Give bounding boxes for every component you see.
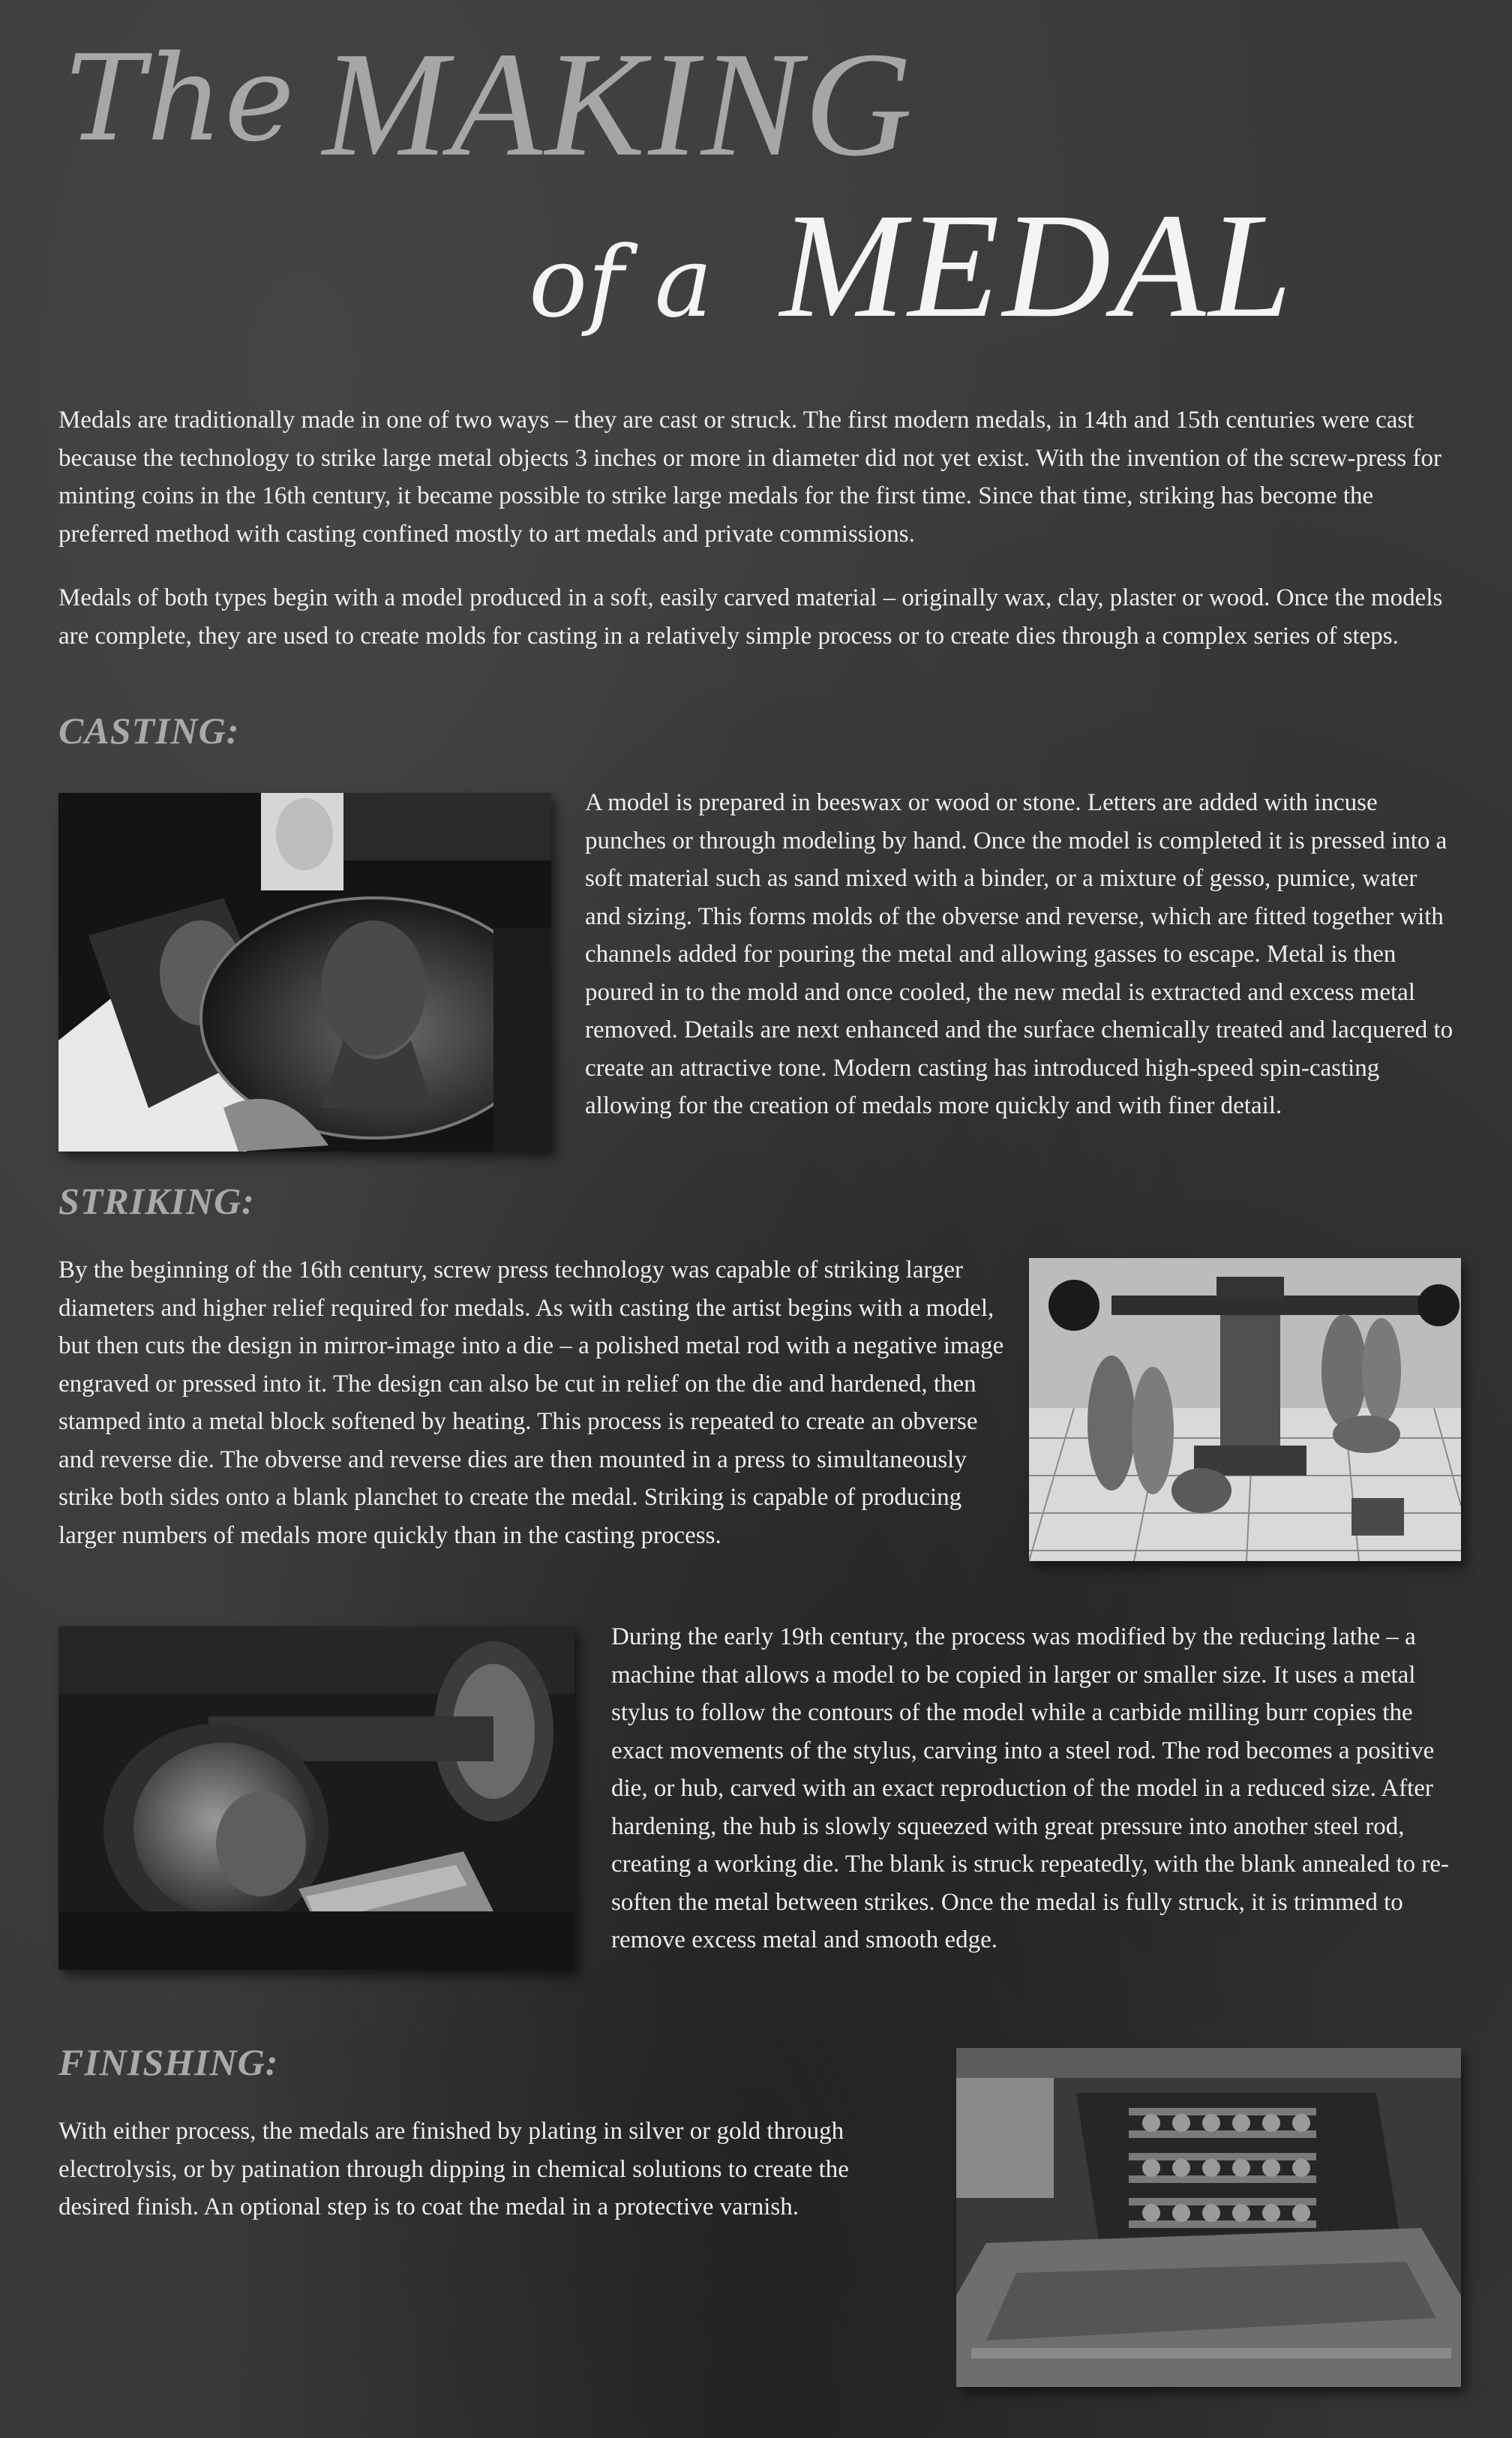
casting-heading: CASTING: (58, 710, 240, 752)
casting-photo (58, 793, 551, 1151)
screw-press-engraving-illustration (1029, 1258, 1461, 1561)
plating-tank-photo-illustration (956, 2048, 1461, 2387)
finishing-heading: FINISHING: (58, 2041, 279, 2083)
screw-press-engraving (1029, 1258, 1461, 1561)
title-the: The (66, 30, 296, 168)
striking-text-1: By the beginning of the 16th century, screw press technology was capable of striking larger diameters and higher relief required for medals. As with casting the artist begins with a model, but then cuts the design in mirror-image into a die – a polished metal rod with a negative image engraved or pressed into it. The design can also be cut in relief on the die and hardened, then stamped into a metal block softened by heating. This process is repeated to create an obverse and reverse die. The obverse and reverse dies are then mounted in a press to simultaneously strike both sides onto a blank planchet to create the medal. Striking is capable of producing larger numbers of medals more quickly than in the casting process. (58, 1257, 1004, 1549)
intro-paragraph-1: Medals are traditionally made in one of two ways – they are cast or struck. The first modern medals, in 14th and 15th centuries were cast because the technology to strike large metal objects 3 inches or more in diameter did not yet exist. With the invention of the screw-press for minting coins in the 16th century, it became possible to strike large medals for the first time. Since that time, striking has become the preferred method with casting confined mostly to art medals and private commissions. (58, 407, 1442, 548)
casting-photo-illustration (58, 793, 551, 1151)
title-of-a: of a (529, 225, 713, 339)
reducing-lathe-photo (58, 1626, 574, 1970)
title-making: MAKING (322, 22, 916, 188)
casting-text: A model is prepared in beeswax or wood or stone. Letters are added with incuse punches or through modeling by hand. Once the model is completed it is pressed into a soft material such as sand mixed with a binder, or a mixture of gesso, pumice, water and sizing. This forms molds of the obverse and reverse, which are fitted together with channels added for pouring the metal and allowing gasses to escape. Metal is then poured in to the mold and once cooled, the new medal is extracted and excess metal removed. Details are next enhanced and the surface chemically treated and lacquered to create an attractive tone. Modern casting has introduced high-speed spin-casting allowing for the creation of medals more quickly and with finer detail. (585, 789, 1454, 1119)
striking-text-2: During the early 19th century, the process was modified by the reducing lathe – a machine that allows a model to be copied in larger or smaller size. It uses a metal stylus to follow the contours of the model while a carbide milling burr copies the exact movements of the stylus, carving into a steel rod. The rod becomes a positive die, or hub, carved with an exact reproduction of the model in a reduced size. After hardening, the hub is slowly squeezed with great pressure into another steel rod, creating a working die. The blank is struck repeatedly, with the blank annealed to re-soften the metal between strikes. Once the medal is fully struck, it is trimmed to remove excess metal and smooth edge. (611, 1623, 1450, 1953)
finishing-text: With either process, the medals are finished by plating in silver or gold through electrolysis, or by patination through dipping in chemical solutions to create the desired finish. An optional step is to coat the medal in a protective varnish. (58, 2118, 849, 2220)
intro-paragraph-2: Medals of both types begin with a model produced in a soft, easily carved material – originally wax, clay, plaster or wood. Once the models are complete, they are used to create molds for casting in a relatively simple process or to create dies through a complex series of steps. (58, 584, 1443, 650)
title-medal: MEDAL (780, 183, 1295, 349)
reducing-lathe-photo-illustration (58, 1626, 574, 1970)
striking-heading: STRIKING: (58, 1180, 255, 1222)
plating-tank-photo (956, 2048, 1461, 2387)
